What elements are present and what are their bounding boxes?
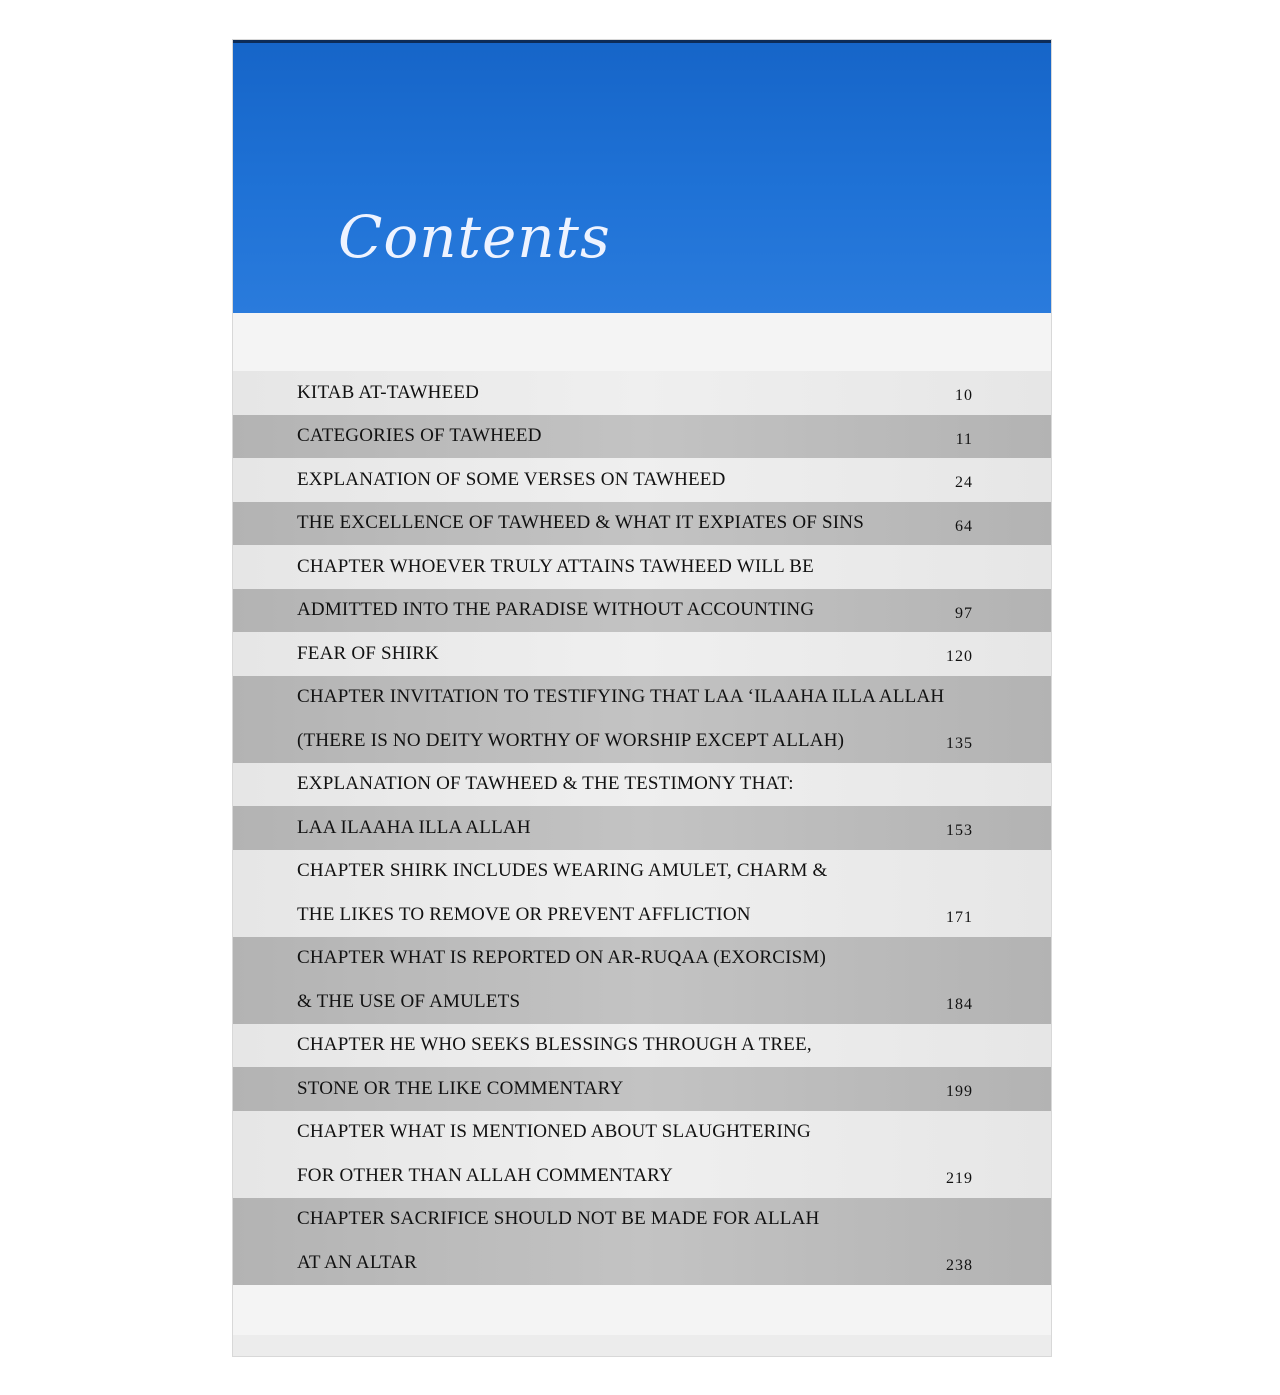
toc-entry-title: & THE USE OF AMULETS: [297, 990, 521, 1012]
toc-list: [233, 371, 1051, 1285]
toc-entry: [233, 1111, 1051, 1155]
toc-entry: [233, 850, 1051, 894]
toc-entry: [233, 676, 1051, 720]
toc-page-number: 171: [946, 909, 973, 926]
toc-entry: [233, 502, 1051, 546]
toc-entry-title: (THERE IS NO DEITY WORTHY OF WORSHIP EXCEPT ALLAH): [297, 729, 845, 751]
toc-page-number: 97: [955, 604, 973, 622]
toc-entry-title: THE EXCELLENCE OF TAWHEED & WHAT IT EXPIATES OF SINS: [297, 512, 864, 534]
toc-entry-title: CATEGORIES OF TAWHEED: [297, 425, 542, 447]
toc-entry: [233, 545, 1051, 589]
toc-page-number: 24: [955, 474, 973, 491]
book-page: [233, 40, 1051, 1356]
header-band: [233, 40, 1051, 313]
toc-entry: [233, 1067, 1051, 1111]
toc-entry: [233, 1024, 1051, 1068]
toc-entry-title: CHAPTER INVITATION TO TESTIFYING THAT LAA ‘ILAAHA ILLA ALLAH: [297, 686, 945, 708]
toc-entry-title: EXPLANATION OF SOME VERSES ON TAWHEED: [297, 468, 726, 490]
toc-entry: [233, 980, 1051, 1024]
toc-entry: [233, 415, 1051, 459]
toc-page-number: 184: [946, 996, 973, 1013]
toc-entry: [233, 806, 1051, 850]
toc-entry-title: LAA ILAAHA ILLA ALLAH: [297, 816, 531, 838]
toc-entry: [233, 1241, 1051, 1285]
contents-title: Contents: [338, 203, 611, 271]
toc-page-number: 11: [955, 430, 973, 448]
toc-entry-title: FEAR OF SHIRK: [297, 642, 439, 664]
toc-page-number: 64: [955, 517, 973, 535]
toc-entry: [233, 458, 1051, 502]
toc-entry-title: CHAPTER WHAT IS REPORTED ON AR-RUQAA (EXORCISM): [297, 947, 827, 969]
toc-page-number: 120: [946, 648, 973, 665]
toc-page-number: 219: [946, 1170, 973, 1187]
toc-entry-title: ADMITTED INTO THE PARADISE WITHOUT ACCOUNTING: [297, 599, 815, 621]
toc-entry-title: CHAPTER WHOEVER TRULY ATTAINS TAWHEED WILL BE: [297, 555, 814, 577]
toc-entry-title: CHAPTER WHAT IS MENTIONED ABOUT SLAUGHTERING: [297, 1121, 811, 1143]
toc-entry-title: CHAPTER SACRIFICE SHOULD NOT BE MADE FOR ALLAH: [297, 1208, 820, 1230]
toc-entry: [233, 763, 1051, 807]
page-bottom-margin: [233, 1335, 1051, 1356]
toc-entry-title: KITAB AT-TAWHEED: [297, 381, 480, 403]
toc-entry-title: STONE OR THE LIKE COMMENTARY: [297, 1077, 624, 1099]
toc-entry: [233, 719, 1051, 763]
toc-page-number: 153: [946, 822, 973, 839]
toc-entry-title: CHAPTER HE WHO SEEKS BLESSINGS THROUGH A TREE,: [297, 1034, 812, 1056]
toc-entry: [233, 589, 1051, 633]
toc-entry-title: CHAPTER SHIRK INCLUDES WEARING AMULET, CHARM &: [297, 860, 828, 882]
toc-entry: [233, 937, 1051, 981]
toc-page-number: 238: [946, 1257, 973, 1274]
toc-entry-title: AT AN ALTAR: [297, 1251, 417, 1273]
toc-page-number: 10: [955, 387, 973, 404]
toc-entry-title: FOR OTHER THAN ALLAH COMMENTARY: [297, 1164, 673, 1186]
toc-entry: [233, 893, 1051, 937]
toc-page-number: 135: [946, 735, 973, 752]
toc-entry: [233, 1198, 1051, 1242]
toc-entry-title: THE LIKES TO REMOVE OR PREVENT AFFLICTION: [297, 903, 751, 925]
toc-entry: [233, 632, 1051, 676]
toc-entry: [233, 1154, 1051, 1198]
toc-entry: [233, 371, 1051, 415]
toc-page-number: 199: [946, 1083, 973, 1100]
toc-entry-title: EXPLANATION OF TAWHEED & THE TESTIMONY THAT:: [297, 773, 794, 795]
